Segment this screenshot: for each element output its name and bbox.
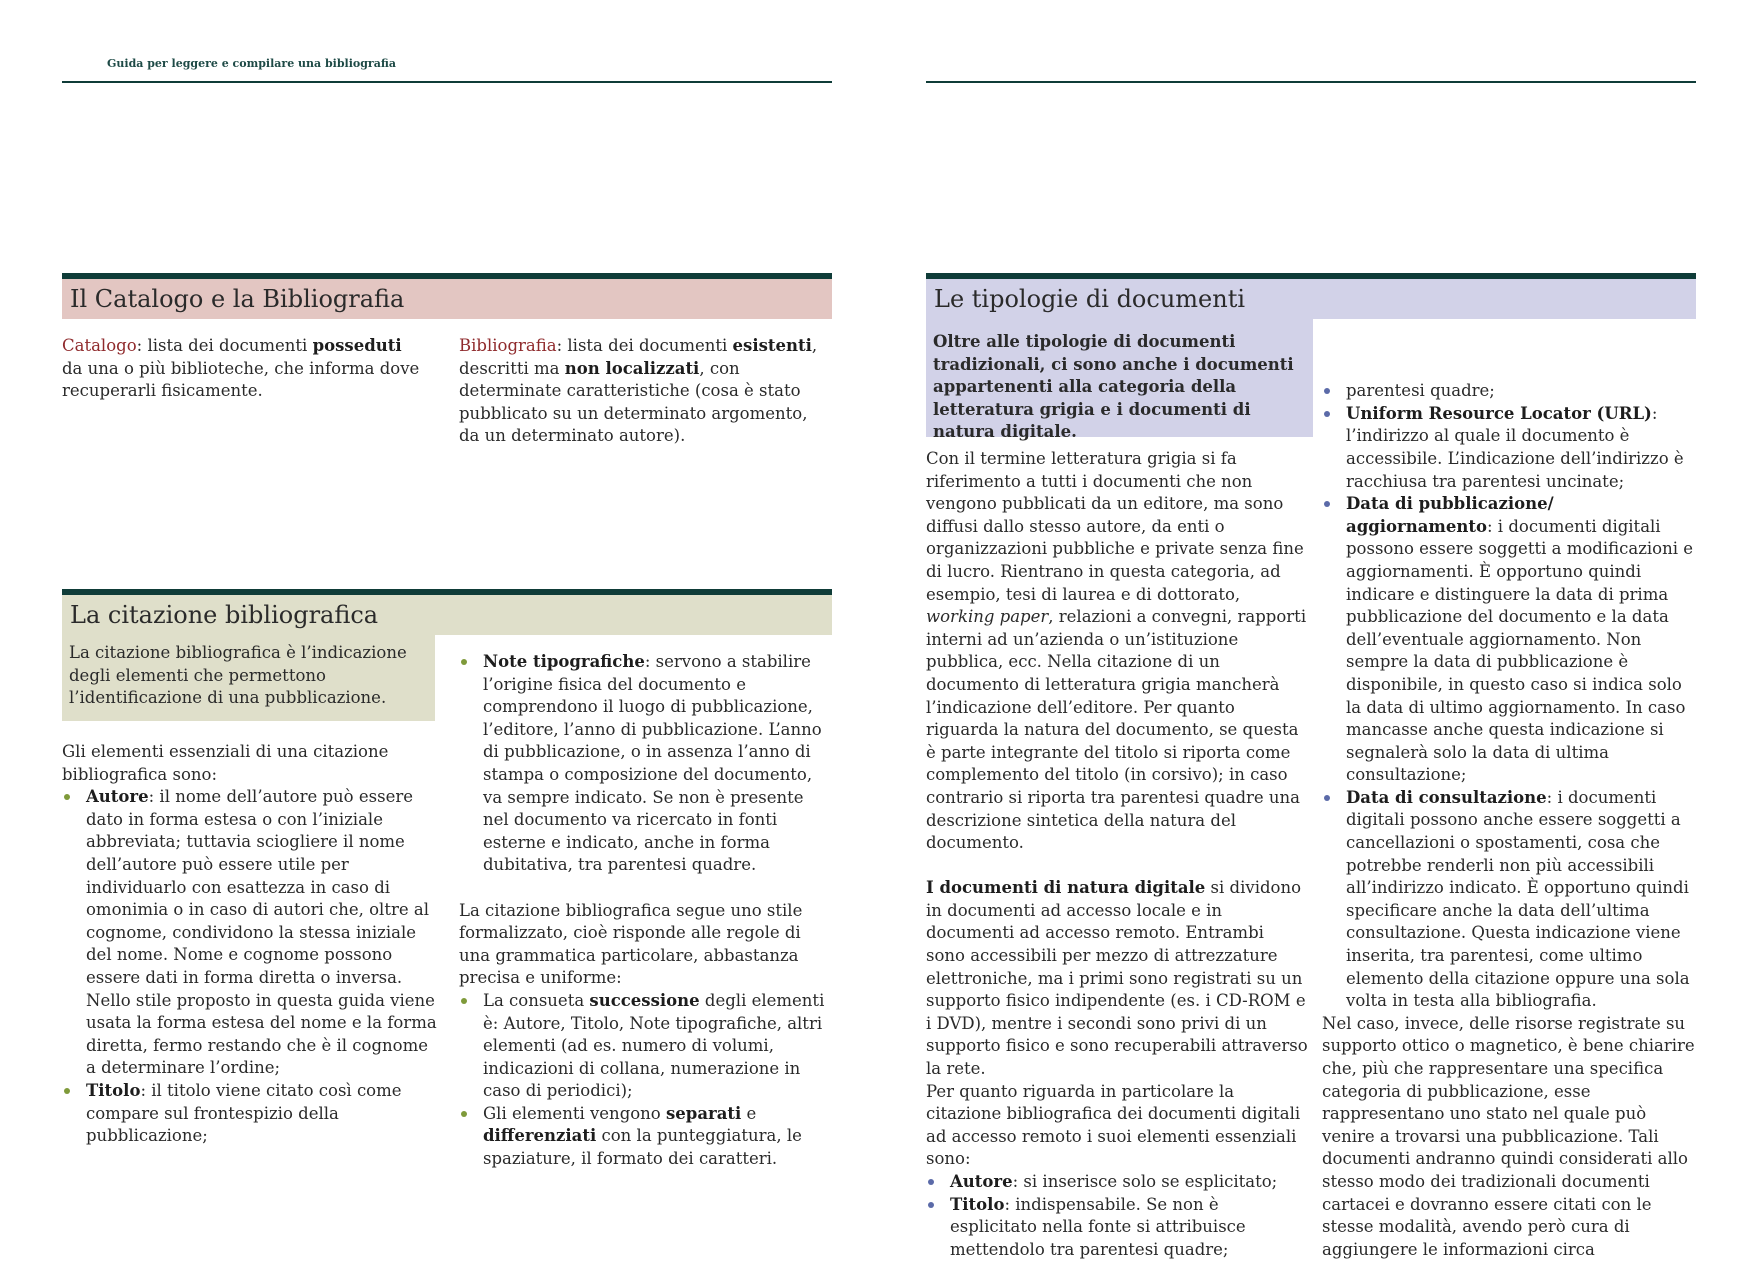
biblio-bold-esistenti: esistenti (732, 336, 812, 355)
list-item-url (1322, 403, 1702, 493)
autore-label: Autore (86, 787, 149, 807)
citazione-elements-list (62, 786, 440, 1148)
digitali-text: si dividono in documenti ad accesso locale e in documenti ad accesso remoto. Entrambi sono accessibili per mezzo di attrezzature elettroniche, ma i primi sono registrati su un supporto fisico indipendente (es. i CD-ROM e i DVD), mentre i secondi sono privi di un supporto fisico e sono recuperabili attraverso la rete. (926, 878, 1308, 1079)
pubblicazione-text: : i documenti digitali possono essere soggetti a modificazioni e aggiornamenti. È opportuno quindi indicare e distinguere la data di prima pubblicazione del documento e la data dell’eventuale aggiornamento. Non sempre la data di pubblicazione è disponibile, in questo caso si indica solo la data di ultimo aggiornamento. In caso mancasse anche questa indicazione si segnalerà solo la data di ultima consultazione; (1346, 516, 1694, 785)
remoto-autore-text: : si inserisce solo se esplicitato; (1012, 1172, 1278, 1191)
list-item-titolo (926, 1194, 1308, 1261)
sep-text-c: con la punteggiatura, le spaziature, il formato dei caratteri. (483, 1126, 802, 1169)
remoto-titolo-label: Titolo (950, 1194, 1005, 1214)
titolo-text: : il titolo viene citato così come compare sul frontespizio della pubblicazione; (86, 1080, 402, 1146)
list-item-successione (459, 990, 831, 1103)
supporto-ottico-paragraph: Nel caso, invece, delle risorse registrate su supporto ottico o magnetico, è bene chiarire che, più che rappresentare una specifica categoria di pubblicazione, esse rappresentano uno stato nel quale può venire a trovarsi una pubblicazione. Tali documenti andranno quindi considerati allo stesso modo dei tradizionali documenti cartacei e dovranno essere citati con le stesse modalità, avendo però cura di aggiungere le informazioni circa (1322, 1013, 1695, 1259)
tipologie-right-column-clip (1322, 335, 1702, 1259)
right-header-rule (926, 81, 1696, 83)
list-item-separati (459, 1103, 831, 1171)
stile-paragraph: La citazione bibliografica segue uno stile formalizzato, cioè risponde alle regole di una grammatica particolare, abbastanza precisa e uniforme: (459, 900, 803, 988)
biblio-text-b: , descritti ma (459, 336, 818, 378)
stile-list (459, 990, 831, 1171)
letteratura-grigia-paragraph (926, 448, 1308, 855)
list-item-data-consultazione (1322, 787, 1702, 1013)
autore-text: : il nome dell’autore può essere dato in forma estesa o con l’iniziale abbreviata; tuttavia sciogliere il nome dell’autore può essere utile per individuarlo con esattezza in caso di omonimia o in caso di autori che, oltre al cognome, condividono la stessa iniziale del nome. Nome e cognome possono essere dati in forma diretta o inversa. Nello stile proposto in questa guida viene usata la forma estesa del nome e la forma diretta, fermo restando che è il cognome a determinare l’ordine; (86, 787, 437, 1078)
list-item-autore (62, 786, 440, 1080)
url-label: Uniform Resource Locator (URL) (1346, 403, 1652, 423)
succ-text-b: degli elementi è: Autore, Titolo, Note tipografiche, altri elementi (ad es. numero di volumi, indicazioni di collana, numerazione in caso di periodici); (483, 990, 825, 1101)
digital-elements-list (1322, 312, 1702, 1012)
catalogo-heading: Il Catalogo e la Bibliografia (62, 279, 832, 319)
note-list (459, 651, 831, 877)
remoto-autore-label: Autore (950, 1172, 1013, 1191)
succ-text-a: La consueta (483, 990, 590, 1010)
titolo-label: Titolo (86, 1080, 141, 1100)
citazione-left-column (62, 741, 440, 1148)
note-label: Note tipografiche (483, 652, 645, 671)
citazione-intro: Gli elementi essenziali di una citazione bibliografica sono: (62, 742, 389, 784)
sep-bold-differenziati: differenziati (483, 1126, 597, 1146)
consultazione-label: Data di consultazione (1346, 787, 1547, 807)
note-text: : servono a stabilire l’origine fisica del documento e comprendono il luogo di pubblicazione, l’editore, l’anno di pubblicazione. L’anno di pubblicazione, o in assenza l’anno di stampa o composizione del documento, va sempre indicato. Se non è presente nel documento va ricercato in fonti esterne e indicato, anche in forma dubitativa, tra parentesi quadre. (483, 652, 822, 875)
catalogo-text-b: da una o più biblioteche, che informa dove recuperarli fisicamente. (62, 358, 420, 401)
bibliografia-term: Bibliografia (459, 336, 557, 355)
list-item-titolo (62, 1080, 440, 1148)
biblio-text-a: : lista dei documenti (556, 336, 733, 355)
url-text: : l’indirizzo al quale il documento è accessibile. L’indicazione dell’indirizzo è racchiusa tra parentesi uncinate; (1346, 403, 1684, 491)
titolo-continuation: parentesi quadre; (1322, 380, 1702, 403)
bibliografia-definition (459, 335, 831, 448)
citazione-heading: La citazione bibliografica (62, 595, 832, 635)
grigia-italic: working paper (926, 607, 1049, 627)
remoto-elements-list (926, 1171, 1308, 1261)
consultazione-text: : i documenti digitali possono anche essere soggetti a cancellazioni o spostamenti, cosa che potrebbe renderli non più accessibili all’indirizzo indicato. È opportuno quindi specificare anche la data dell’ultima consultazione. Questa indicazione viene inserita, tra parentesi, come ultimo elemento della citazione oppure una sola volta in testa alla bibliografia. (1346, 787, 1690, 1011)
digitali-paragraph (926, 877, 1308, 1080)
digitali-bold: I documenti di natura digitale (926, 878, 1206, 898)
list-item-data-pubblicazione (1322, 493, 1702, 787)
grigia-text-b: , relazioni a convegni, rapporti interni ad un’azienda o un’istituzione pubblica, ecc. Nella citazione di un documento di letteratura grigia mancherà l’indicazione dell’editore. Per quanto riguarda la natura del documento, se questa è parte integrante del titolo si riporta come complemento del titolo (in corsivo); in caso contrario si riporta tra parentesi quadre una descrizione sintetica della natura del documento. (926, 607, 1307, 853)
grigia-text-a: Con il termine letteratura grigia si fa riferimento a tutti i documenti che non vengono pubblicati da un editore, ma sono diffusi dallo stesso autore, da enti o organizzazioni pubbliche e private senza fine di lucro. Rientrano in questa categoria, ad esempio, tesi di laurea e di dottorato, (926, 449, 1304, 604)
left-header-rule (62, 81, 832, 83)
list-item-autore (926, 1171, 1308, 1194)
pubblicazione-label: Data di pubblicazione/ aggiornamento (1346, 494, 1554, 536)
sep-text-a: Gli elementi vengono (483, 1103, 666, 1123)
remoto-titolo-text: : indispensabile. Se non è esplicitato nella fonte si attribuisce mettendolo tra parentesi quadre; (950, 1194, 1246, 1259)
catalogo-bold: posseduti (312, 336, 402, 355)
sep-text-b: e (741, 1103, 757, 1123)
catalogo-definition (62, 335, 422, 403)
biblio-bold-non-localizzati: non localizzati (564, 358, 700, 378)
succ-bold: successione (589, 990, 700, 1010)
remoto-paragraph: Per quanto riguarda in particolare la citazione bibliografica dei documenti digitali ad accesso remoto i suoi elementi essenziali sono: (926, 1081, 1301, 1169)
tipologie-heading: Le tipologie di documenti (926, 279, 1696, 319)
list-item-note-tipografiche (459, 651, 831, 877)
tipologie-right-column (1322, 312, 1702, 1261)
tipologie-intro-box: Oltre alle tipologie di documenti tradizionali, ci sono anche i documenti appartenenti alla categoria della letteratura grigia e i documenti di natura digitale. (926, 319, 1313, 437)
tipologie-left-column (926, 448, 1308, 1261)
running-header: Guida per leggere e compilare una bibliografia (107, 57, 396, 70)
catalogo-text-a: : lista dei documenti (136, 336, 313, 355)
biblio-text-c: , con determinate caratteristiche (cosa è stato pubblicato su un determinato argomento, da un determinato autore). (459, 358, 808, 446)
citazione-right-column (459, 651, 831, 1171)
citazione-definition-box: La citazione bibliografica è l’indicazione degli elementi che permettono l’identificazione di una pubblicazione. (62, 635, 435, 721)
sep-bold-separati: separati (666, 1103, 742, 1123)
catalogo-term: Catalogo (62, 336, 137, 355)
